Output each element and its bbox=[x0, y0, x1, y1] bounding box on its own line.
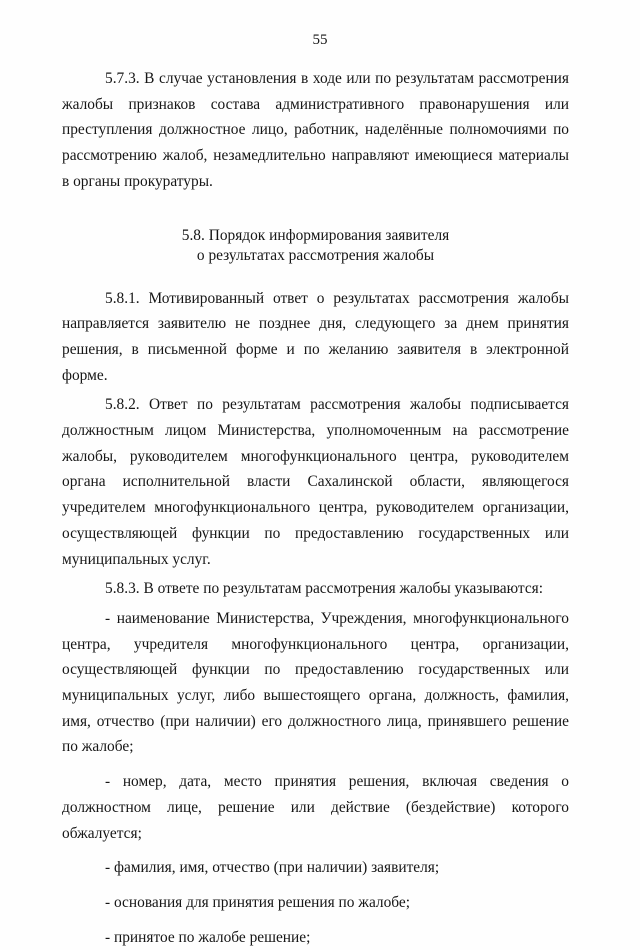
paragraph-5-8-1: 5.8.1. Мотивированный ответ о результатах рассмотрения жалобы направляется заявителю не позднее дня, следующего за днем принятия решения, в письменной форме и по желанию заявителя в электронной форме. bbox=[62, 289, 569, 384]
paragraph-5-7-3: 5.7.3. В случае установления в ходе или по результатам рассмотрения жалобы признаков состава административного правонарушения или преступления должностное лицо, работник, наделённые полномочиями по рассмотрению жалоб, незамедлительно направляют имеющиеся материалы в органы прокуратуры. bbox=[62, 70, 569, 190]
list-item: - номер, дата, место принятия решения, включая сведения о должностном лице, решение или действие (бездействие) которого обжалуется; bbox=[62, 773, 569, 842]
document-body bbox=[62, 66, 569, 950]
list-item: - принятое по жалобе решение; bbox=[105, 928, 311, 946]
page-number: 55 bbox=[312, 32, 328, 48]
paragraph-5-8-3: 5.8.3. В ответе по результатам рассмотрения жалобы указываются: bbox=[105, 580, 544, 598]
paragraph-5-8-2: 5.8.2. Ответ по результатам рассмотрения жалобы подписывается должностным лицом Министерства, уполномоченным на рассмотрение жалобы, руководителем многофункционального центра, руководителем органа исполнительной власти Сахалинской области, являющегося учредителем многофункционального центра, руководителем организации, осуществляющей функции по предоставлению государственных или муниципальных услуг. bbox=[62, 396, 569, 568]
section-heading-5-8 bbox=[62, 226, 569, 266]
list-item: - основания для принятия решения по жалобе; bbox=[105, 893, 411, 911]
section-heading-line-1: 5.8. Порядок информирования заявителя bbox=[181, 226, 450, 244]
list-item: - фамилия, имя, отчество (при наличии) заявителя; bbox=[105, 859, 440, 877]
section-heading-line-2: о результатах рассмотрения жалобы bbox=[196, 246, 435, 264]
list-item: - наименование Министерства, Учреждения, многофункционального центра, учредителя многофункционального центра, организации, осуществляющей функции по предоставлению государственных или муниципальных услуг, либо вышестоящего органа, должность, фамилия, имя, отчество (при наличии) его должностного лица, принявшего решение по жалобе; bbox=[62, 609, 569, 756]
